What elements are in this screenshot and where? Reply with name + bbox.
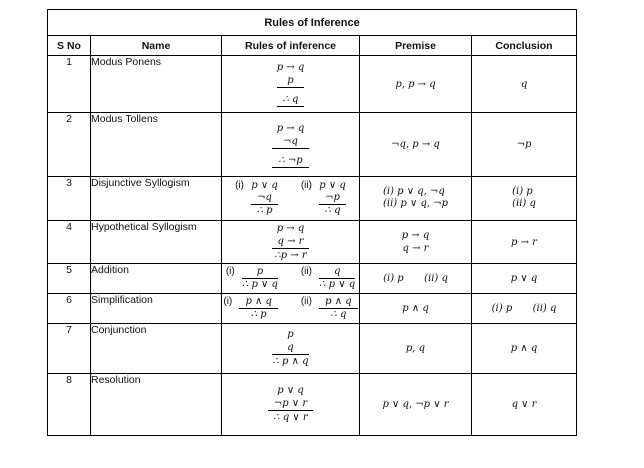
table-row xyxy=(48,264,577,294)
row-premise xyxy=(360,176,472,220)
row-name: Conjunction xyxy=(91,324,222,373)
rule-line: ∴ p ∨ q xyxy=(241,279,278,291)
rule-line: q xyxy=(319,266,355,279)
header-name: Name xyxy=(91,36,222,56)
rule-i-label: (i) xyxy=(235,179,244,191)
row-name: Modus Ponens xyxy=(91,56,222,113)
row-rule xyxy=(222,324,360,373)
row-name: Modus Tollens xyxy=(91,113,222,176)
row-conclusion: p ∨ q xyxy=(472,264,577,294)
rule-line: ∴ q xyxy=(277,93,305,107)
table-row xyxy=(48,56,577,113)
rule-line: q → r xyxy=(272,235,310,249)
rule-line: p → q xyxy=(276,222,305,234)
rule-line: q xyxy=(272,341,308,355)
table-row xyxy=(48,176,577,220)
rule-line: p ∧ q xyxy=(319,296,357,309)
row-premise xyxy=(360,264,472,294)
rule-line: p → q xyxy=(276,122,305,134)
row-rule xyxy=(222,373,360,435)
rule-line: ∴ ¬p xyxy=(272,154,308,168)
row-name: Disjunctive Syllogism xyxy=(91,176,222,220)
row-name: Addition xyxy=(91,264,222,294)
rule-line: ∴ q xyxy=(324,204,341,216)
premise-line: (i) p xyxy=(383,273,404,285)
rule-line: ¬q xyxy=(251,192,278,205)
rule-line: ∴ q ∨ r xyxy=(273,411,308,423)
rule-line: ∴ p ∨ q xyxy=(319,279,356,291)
header-conclusion: Conclusion xyxy=(472,36,577,56)
table-row xyxy=(48,324,577,373)
conclusion-line: (ii) q xyxy=(512,197,536,209)
row-sno: 8 xyxy=(48,373,91,435)
row-conclusion: q ∨ r xyxy=(472,373,577,435)
premise-line: q → r xyxy=(402,242,429,254)
row-premise: p, q xyxy=(360,324,472,373)
rule-line: ∴ p xyxy=(256,204,273,216)
row-conclusion: ¬p xyxy=(472,113,577,176)
row-sno: 3 xyxy=(48,176,91,220)
row-sno: 5 xyxy=(48,264,91,294)
rule-ii-label: (ii) xyxy=(300,296,312,308)
row-rule xyxy=(222,113,360,176)
conclusion-line: (ii) q xyxy=(532,303,557,315)
conclusion-line: (i) p xyxy=(512,185,533,197)
table-row xyxy=(48,113,577,176)
rule-i-label: (i) xyxy=(225,266,235,278)
row-conclusion: p → r xyxy=(472,220,577,263)
row-sno: 1 xyxy=(48,56,91,113)
row-name: Hypothetical Syllogism xyxy=(91,220,222,263)
rule-line: p xyxy=(242,266,278,279)
conclusion-line: (i) p xyxy=(491,303,513,315)
row-name: Resolution xyxy=(91,373,222,435)
row-premise: p, p → q xyxy=(360,56,472,113)
row-sno: 6 xyxy=(48,294,91,324)
rule-line: ¬q xyxy=(272,135,308,149)
row-conclusion xyxy=(472,176,577,220)
premise-line: p → q xyxy=(401,229,430,241)
table-title: Rules of Inference xyxy=(48,10,577,36)
row-premise: ¬q, p → q xyxy=(360,113,472,176)
rule-line: p → q xyxy=(276,62,305,74)
rule-line: p xyxy=(287,329,294,341)
table-row xyxy=(48,294,577,324)
row-sno: 4 xyxy=(48,220,91,263)
rule-line: p ∧ q xyxy=(239,296,277,309)
row-sno: 7 xyxy=(48,324,91,373)
premise-line: (ii) p ∨ q, ¬p xyxy=(383,197,448,209)
row-conclusion xyxy=(472,294,577,324)
header-rules: Rules of inference xyxy=(222,36,360,56)
rule-line: p ∨ q xyxy=(251,179,278,191)
premise-line: (ii) q xyxy=(424,273,448,285)
rule-line: ∴p → r xyxy=(274,249,307,261)
table-row xyxy=(48,220,577,263)
rule-line: p xyxy=(277,74,305,88)
row-rule xyxy=(222,56,360,113)
rule-line: ∴ p ∧ q xyxy=(272,356,309,368)
rule-i-label: (i) xyxy=(223,296,233,308)
row-premise: p ∧ q xyxy=(360,294,472,324)
row-name: Simplification xyxy=(91,294,222,324)
rule-line: ¬p xyxy=(319,192,346,205)
premise-line: (i) p ∨ q, ¬q xyxy=(383,185,445,197)
rule-line: ¬p ∨ r xyxy=(268,397,313,411)
row-rule xyxy=(222,176,360,220)
rule-line: p ∨ q xyxy=(319,179,346,191)
row-sno: 2 xyxy=(48,113,91,176)
row-premise: p ∨ q, ¬p ∨ r xyxy=(360,373,472,435)
header-premise: Premise xyxy=(360,36,472,56)
table-row xyxy=(48,373,577,435)
rule-ii-label: (ii) xyxy=(300,266,312,278)
row-conclusion: p ∧ q xyxy=(472,324,577,373)
row-rule xyxy=(222,264,360,294)
row-conclusion: q xyxy=(472,56,577,113)
rule-line: p ∨ q xyxy=(277,384,304,396)
rule-line: ∴ p xyxy=(250,309,267,321)
row-rule xyxy=(222,294,360,324)
rule-line: ∴ q xyxy=(330,309,347,321)
rule-ii-label: (ii) xyxy=(300,179,312,191)
rules-of-inference-table xyxy=(47,9,577,436)
row-rule xyxy=(222,220,360,263)
header-sno: S No xyxy=(48,36,91,56)
row-premise xyxy=(360,220,472,263)
